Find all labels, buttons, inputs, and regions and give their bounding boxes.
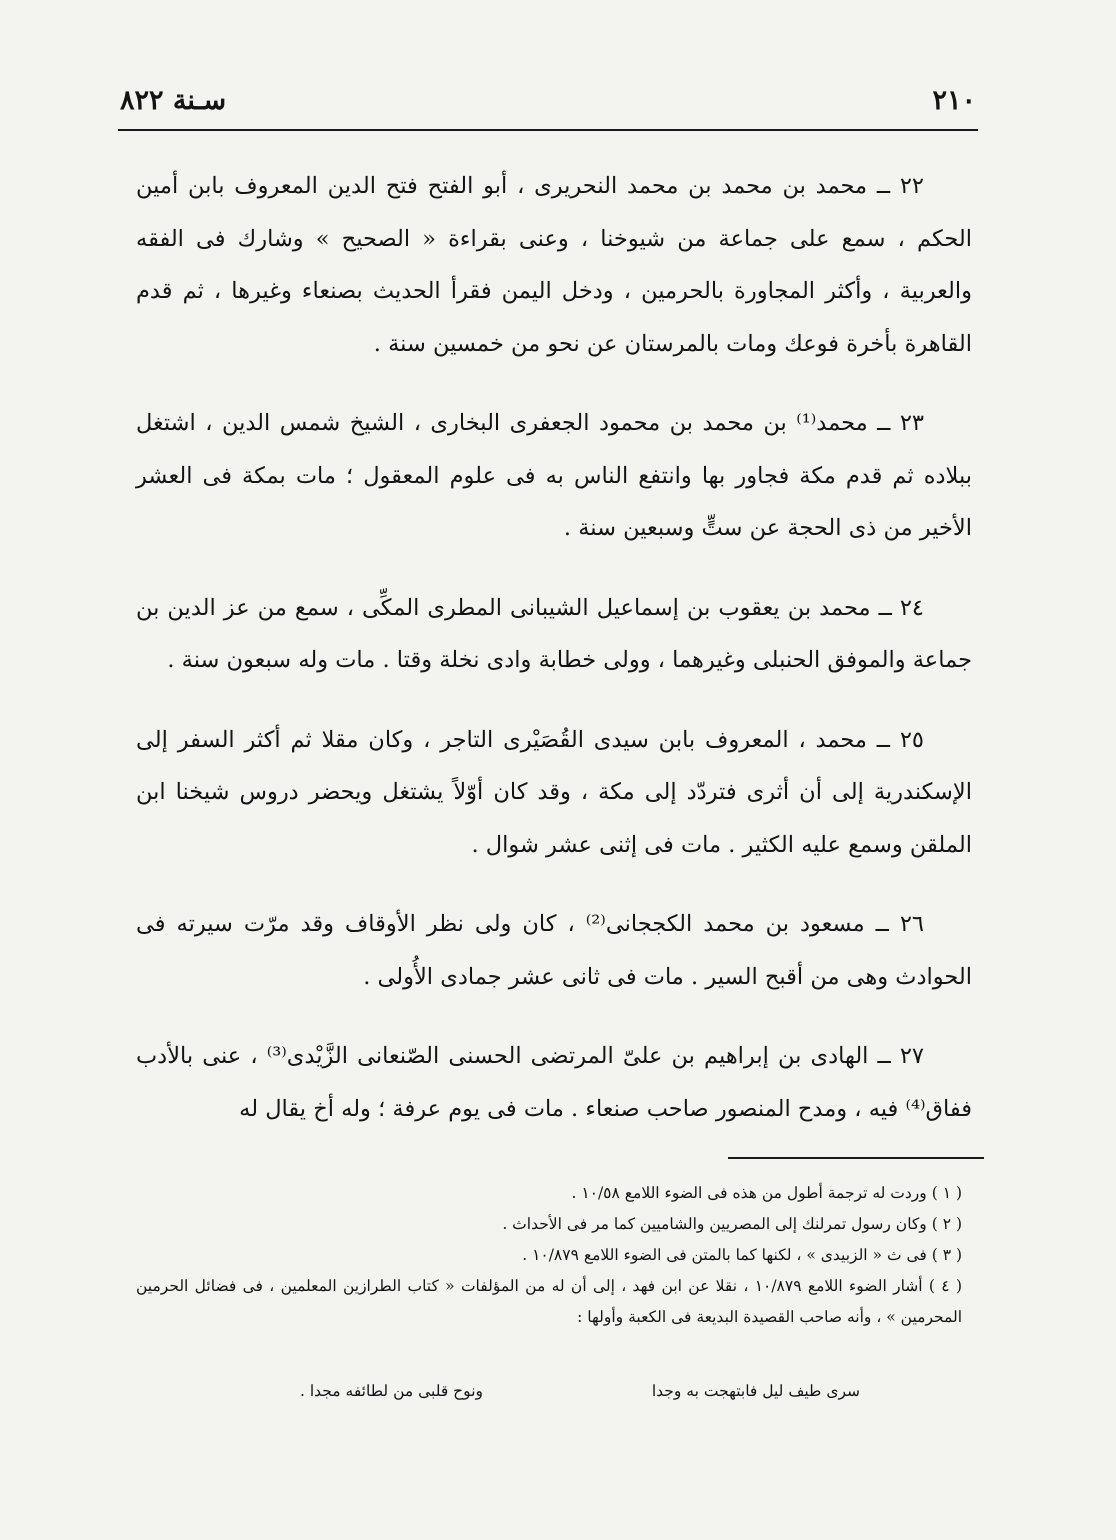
footnote-3: ( ٣ ) فى ث « الزبيدى » ، لكنها كما بالمتن فى الضوء اللامع ١٠/٨٧٩ . <box>522 1246 962 1264</box>
running-title: سـنة ٨٢٢ <box>120 84 227 116</box>
entry-text: ٢٧ ــ الهادى بن إبراهيم بن علىّ المرتضى الحسنى الصّنعانى الزَّيْدى⁽³⁾ ، عنى بالأدب ففاق⁽⁴⁾ فيه ، ومدح المنصور صاحب صنعاء . مات فى يوم عرفة ؛ وله أخ يقال له <box>136 1043 972 1122</box>
entry-text: ٢٤ ــ محمد بن يعقوب بن إسماعيل الشيبانى المطرى المكِّى ، سمع من عز الدين بن جماعة والموفق الحنبلى وغيرهما ، وولى خطابة وادى نخلة وقتا . مات وله سبعون سنة . <box>136 594 972 673</box>
page-header <box>120 78 976 122</box>
entry-26 <box>136 898 972 1003</box>
entry-text: ٢٦ ــ مسعود بن محمد الكججانى⁽²⁾ ، كان ولى نظر الأوقاف وقد مرّت سيرته فى الحوادث وهى من أقبح السير . مات فى ثانى عشر جمادى الأُولى . <box>136 911 972 990</box>
entry-24 <box>136 582 972 687</box>
entry-25 <box>136 714 972 872</box>
footnote-4: ( ٤ ) أشار الضوء اللامع ١٠/٨٧٩ ، نقلا عن ابن فهد ، إلى أن له من المؤلفات « كتاب الطرازين المعلمين ، فى فضائل الحرمين المحرمين » ، وأنه صاحب القصيدة البديعة فى الكعبة وأولها : <box>136 1277 962 1326</box>
entry-27 <box>136 1030 972 1135</box>
main-text <box>136 160 972 1135</box>
entry-text: ٢٣ ــ محمد⁽¹⁾ بن محمد بن محمود الجعفرى البخارى ، الشيخ شمس الدين ، اشتغل ببلاده ثم قدم مكة فجاور بها وانتفع الناس به فى علوم المعقول ؛ مات بمكة فى العشر الأخير من ذى الحجة عن ستٍّ وسبعين سنة . <box>136 410 972 541</box>
entry-23 <box>136 397 972 555</box>
entry-22 <box>136 160 972 370</box>
verse-second-hemistich: ونوح قلبى من لطائفه مجدا . <box>300 1382 483 1400</box>
poem-verse <box>300 1376 860 1407</box>
footnotes <box>136 1178 974 1333</box>
footnote-1: ( ١ ) وردت له ترجمة أطول من هذه فى الضوء اللامع ١٠/٥٨ . <box>571 1184 962 1202</box>
entry-text: ٢٢ ــ محمد بن محمد بن محمد النحريرى ، أبو الفتح فتح الدين المعروف بابن أمين الحكم ، سمع على جماعة من شيوخنا ، وعنى بقراءة « الصحيح » وشارك فى الفقه والعربية ، وأكثر المجاورة بالحرمين ، ودخل اليمن فقرأ الحديث بصنعاء وغيرها ، ثم قدم القاهرة بأخرة فوعك ومات بالمرستان عن نحو من خمسين سنة . <box>136 173 973 357</box>
footnote-rule <box>728 1157 984 1159</box>
verse-first-hemistich: سرى طيف ليل فابتهجت به وجدا <box>651 1382 860 1400</box>
footnote-2: ( ٢ ) وكان رسول تمرلنك إلى المصريين والشاميين كما مر فى الأحداث . <box>502 1215 962 1233</box>
header-rule <box>118 129 978 131</box>
entry-text: ٢٥ ــ محمد ، المعروف بابن سيدى القُصَيْرى التاجر ، وكان مقلا ثم أكثر السفر إلى الإسكندرية إلى أن أثرى فتردّد إلى مكة ، وقد كان أوّلاً يشتغل ويحضر دروس شيخنا ابن الملقن وسمع عليه الكثير . مات فى إثنى عشر شوال . <box>136 726 972 858</box>
page-number: ٢١٠ <box>932 84 976 116</box>
